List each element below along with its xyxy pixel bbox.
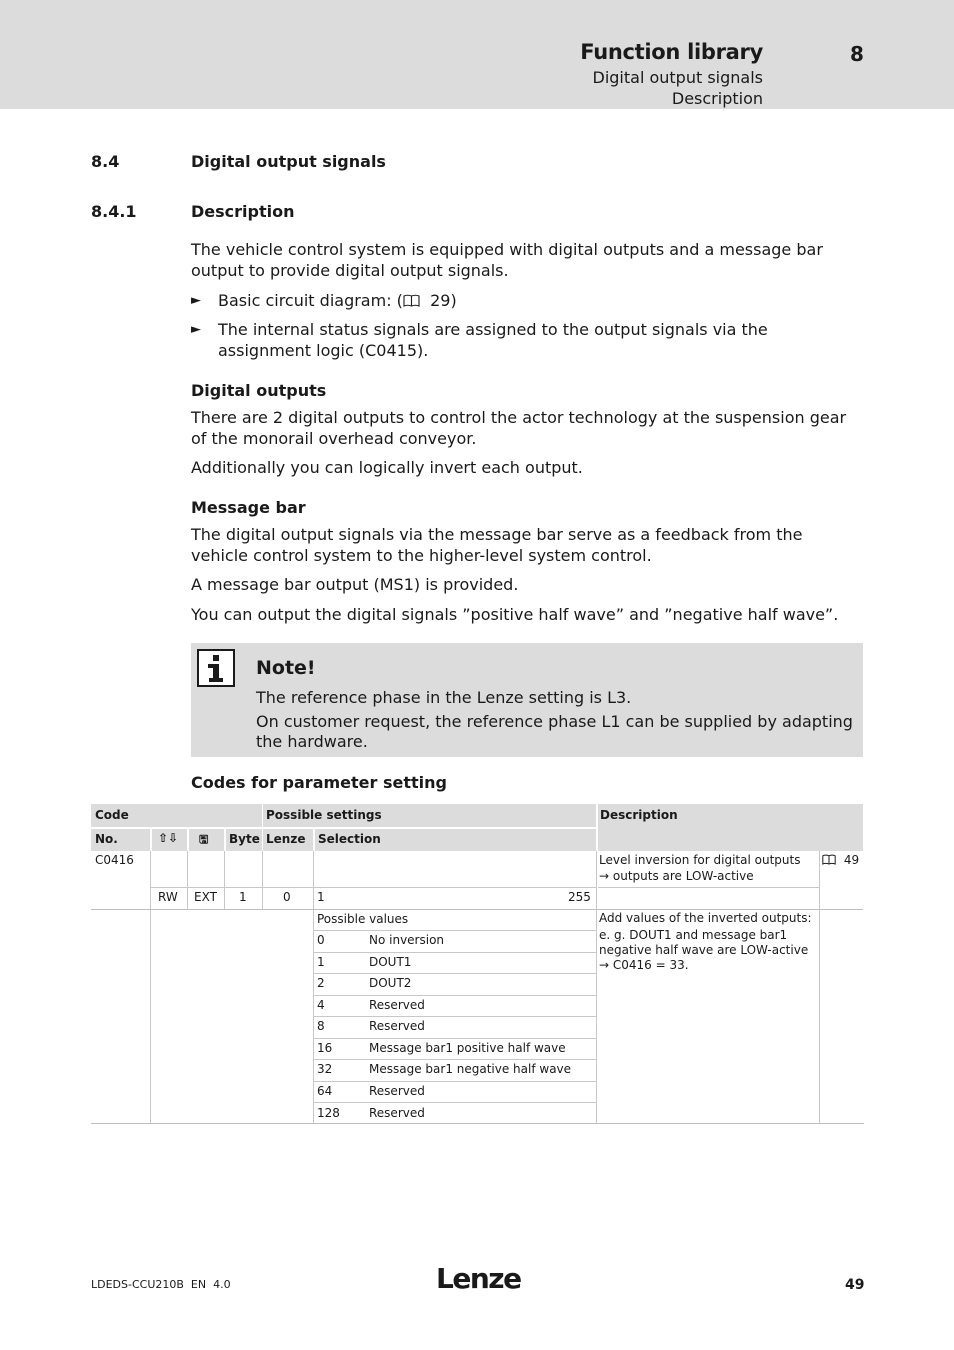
description-add-2: e. g. DOUT1 and message bar1 [599, 928, 788, 942]
description-add-4: → C0416 = 33. [599, 958, 689, 972]
footer-page-number: 49 [845, 1277, 865, 1293]
code-number: C0416 [95, 853, 134, 867]
save-ext: EXT [194, 890, 217, 904]
header-chapter-number: 8 [850, 42, 864, 66]
value-row-5-number: 16 [317, 1041, 333, 1055]
subsection-title: Description [191, 202, 295, 221]
col-header-save-icon: 🖫 [199, 833, 209, 846]
digital-outputs-paragraph-2: Additionally you can logically invert each output. [191, 458, 583, 477]
value-row-0-text: No inversion [369, 933, 445, 947]
lenze-logo: Lenze [436, 1262, 521, 1295]
col-header-lenze: Lenze [266, 832, 306, 846]
bullet-1-page-ref[interactable]: 29) [430, 291, 457, 310]
info-icon [197, 649, 235, 687]
codes-heading: Codes for parameter setting [191, 773, 447, 792]
bullet-arrow-icon: ► [191, 322, 201, 337]
note-line-1: The reference phase in the Lenze setting is L3. [256, 688, 632, 707]
lenze-value: 0 [283, 890, 291, 904]
header-title: Function library [580, 40, 763, 64]
selection-max: 255 [568, 890, 591, 904]
value-row-1-text: DOUT1 [369, 955, 412, 969]
access-rw: RW [158, 890, 178, 904]
reference-cell [822, 853, 859, 869]
col-header-code: Code [95, 808, 129, 822]
subsection-number: 8.4.1 [91, 202, 137, 221]
bullet-1-text: Basic circuit diagram: ( [218, 291, 403, 310]
value-row-4-number: 8 [317, 1019, 325, 1033]
value-row-6-number: 32 [317, 1062, 333, 1076]
bullet-status-signals [191, 320, 863, 361]
description-line-1: Level inversion for digital outputs [599, 853, 801, 867]
value-row-3-number: 4 [317, 998, 325, 1012]
description-add-1: Add values of the inverted outputs: [599, 911, 812, 925]
footer-document-id: LDEDS-CCU210B EN 4.0 [91, 1278, 231, 1291]
col-header-byte: Byte [229, 832, 260, 846]
value-row-0-number: 0 [317, 933, 325, 947]
header-subtitle-1: Digital output signals [592, 68, 763, 87]
bullet-arrow-icon: ► [191, 293, 201, 308]
value-row-5-text: Message bar1 positive half wave [369, 1041, 566, 1055]
col-header-selection: Selection [318, 832, 381, 846]
col-header-no: No. [95, 832, 118, 846]
description-add-3: negative half wave are LOW-active [599, 943, 809, 957]
value-row-7-number: 64 [317, 1084, 333, 1098]
section-number: 8.4 [91, 152, 120, 171]
book-icon [403, 294, 420, 307]
bullet-2-text: The internal status signals are assigned to the output signals via the assignment logic (C0415). [218, 320, 768, 360]
value-row-7-text: Reserved [369, 1084, 425, 1098]
intro-paragraph: The vehicle control system is equipped with digital outputs and a message bar output to provide digital output signals. [191, 240, 823, 280]
col-header-description: Description [600, 808, 678, 822]
bullet-basic-circuit [191, 291, 863, 312]
digital-outputs-paragraph-1: There are 2 digital outputs to control the actor technology at the suspension gear of the monorail overhead conveyor. [191, 408, 847, 448]
note-box [191, 643, 863, 757]
value-row-3-text: Reserved [369, 998, 425, 1012]
section-title: Digital output signals [191, 152, 386, 171]
note-title: Note! [256, 657, 316, 679]
value-row-1-number: 1 [317, 955, 325, 969]
reference-page[interactable]: 49 [843, 853, 860, 867]
value-row-6-text: Message bar1 negative half wave [369, 1062, 572, 1076]
value-row-4-text: Reserved [369, 1019, 425, 1033]
description-line-2: → outputs are LOW-active [599, 869, 754, 883]
note-line-2: On customer request, the reference phase L1 can be supplied by adapting the hardware. [256, 712, 853, 751]
message-bar-paragraph-3: You can output the digital signals ”positive half wave” and ”negative half wave”. [191, 605, 839, 624]
book-icon [822, 854, 836, 865]
value-row-8-number: 128 [317, 1106, 340, 1120]
byte-value: 1 [239, 890, 247, 904]
digital-outputs-heading: Digital outputs [191, 381, 327, 400]
col-header-possible-settings: Possible settings [266, 808, 382, 822]
header-band [0, 0, 954, 109]
value-row-8-text: Reserved [369, 1106, 425, 1120]
value-row-2-text: DOUT2 [369, 976, 412, 990]
value-row-2-number: 2 [317, 976, 325, 990]
col-header-updown-icon: ⇧⇩ [158, 831, 179, 845]
message-bar-heading: Message bar [191, 498, 306, 517]
message-bar-paragraph-1: The digital output signals via the message bar serve as a feedback from the vehicle control system to the higher-level system control. [191, 525, 803, 565]
header-subtitle-2: Description [671, 89, 763, 108]
message-bar-paragraph-2: A message bar output (MS1) is provided. [191, 575, 519, 594]
selection-min: 1 [317, 890, 325, 904]
possible-values-label: Possible values [317, 912, 409, 926]
